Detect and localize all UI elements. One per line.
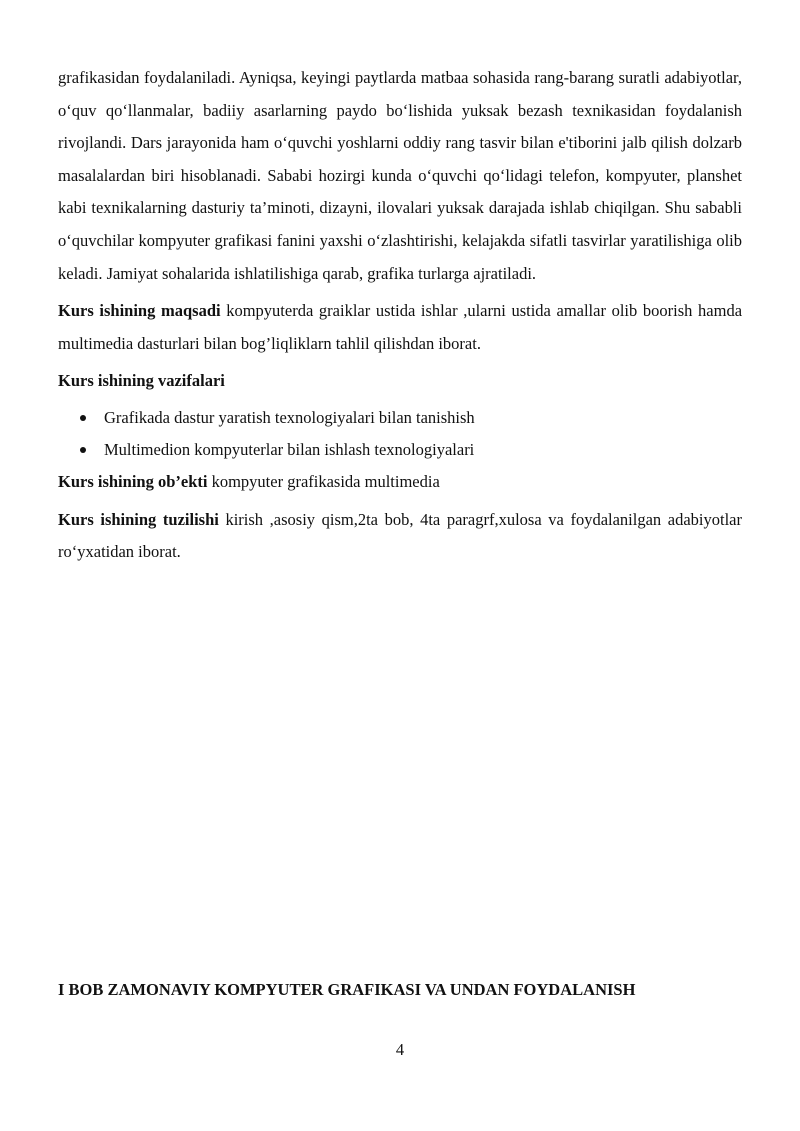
course-object-label: Kurs ishining ob’ekti — [58, 471, 208, 491]
course-goal-label: Kurs ishining maqsadi — [58, 301, 221, 321]
bullet-icon — [80, 447, 86, 453]
task-text: Grafikada dastur yaratish texnologiyalari bilan tanishish — [104, 407, 475, 427]
course-object-text: kompyuter grafikasida multimedia — [207, 471, 440, 491]
document-page — [58, 62, 742, 569]
course-structure-text: kirish ,asosiy qism,2ta bob, 4ta paragrf,xulosa va foydalanilgan adabiyotlar ro‘yxatidan iborat. — [58, 509, 743, 562]
course-object-paragraph — [58, 466, 742, 499]
course-goal-text: kompyuterda graiklar ustida ishlar ,ularni ustida amallar olib boorish hamda multimedia dasturlari bilan bog’liqliklarn tahlil qilishdan iborat. — [58, 301, 743, 353]
list-item — [80, 434, 742, 466]
course-tasks-list — [58, 402, 742, 466]
intro-paragraph: grafikasidan foydalaniladi. Ayniqsa, keyingi paytlarda matbaa sohasida rang-barang suratli adabiyotlar, o‘quv qo‘llanmalar, badiiy asarlarning paydo bo‘lishida yuksak bezash texnikasidan foydalanish rivojlandi. Dars jarayonida ham o‘quvchi yoshlarni oddiy rang tasvir bilan e'tiborini jalb qilish dolzarb masalalardan biri hisoblanadi. Sababi hozirgi kunda o‘quvchi qo‘lidagi telefon, kompyuter, planshet kabi texnikalarning dasturiy ta’minoti, dizayni, ilovalari yuksak darajada ishlab chiqilgan. Shu sababli o‘quvchilar kompyuter grafikasi fanini yaxshi o‘zlashtirishi, kelajakda sifatli tasvirlar yaratilishiga olib keladi. Jamiyat sohalarida ishlatilishiga qarab, grafika turlarga ajratiladi. — [58, 68, 742, 283]
chapter-title: I BOB ZAMONAVIY KOMPYUTER GRAFIKASI VA UNDAN FOYDALANISH — [58, 980, 636, 999]
course-tasks-heading: Kurs ishining vazifalari — [58, 371, 225, 391]
page-number: 4 — [395, 1040, 405, 1059]
course-goal-paragraph — [58, 295, 742, 360]
task-text: Multimedion kompyuterlar bilan ishlash texnologiyalari — [104, 439, 475, 459]
course-structure-label: Kurs ishining tuzilishi — [58, 509, 219, 529]
bullet-icon — [80, 415, 86, 421]
course-structure-paragraph — [58, 504, 742, 569]
list-item — [80, 402, 742, 434]
